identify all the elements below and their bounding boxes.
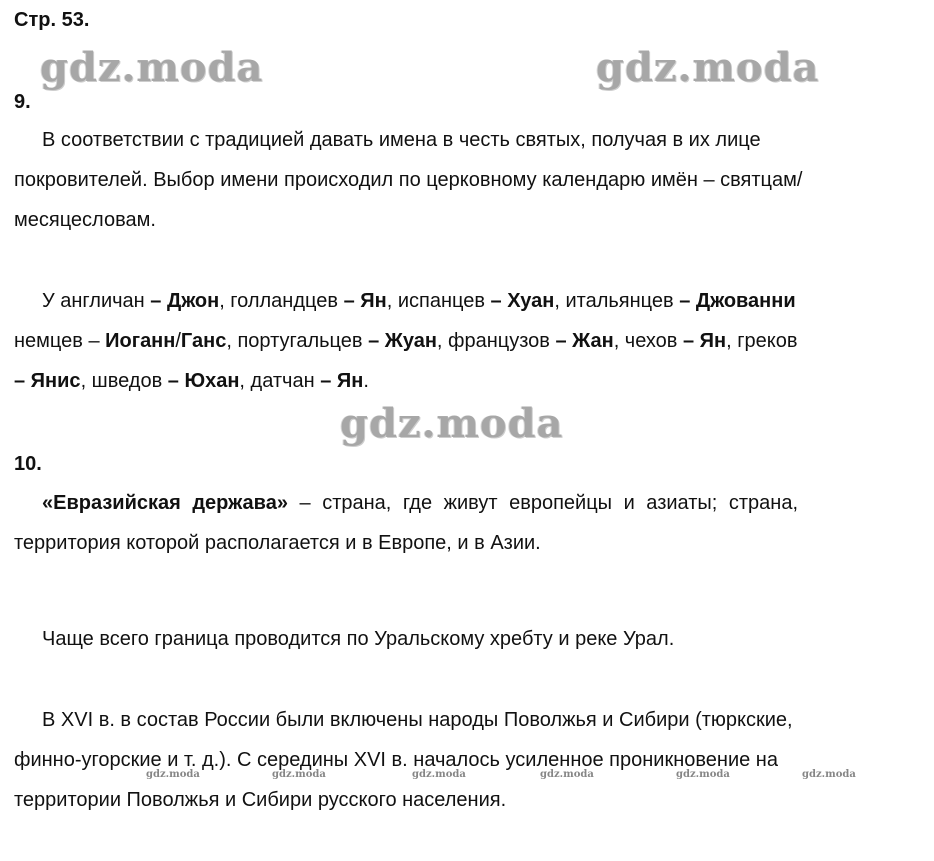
text-line: финно-угорские и т. д.). С середины XVI в. началось усиленное проникновение на <box>14 749 778 771</box>
watermark-small: gdz.moda <box>802 769 856 780</box>
watermark-small: gdz.moda <box>412 769 466 780</box>
watermark-logo: gdz.moda <box>340 400 564 447</box>
task10-paragraph-2: Чаще всего граница проводится по Уральскому хребту и реке Урал. <box>42 628 675 650</box>
text-line: В соответствии с традицией давать имена в честь святых, получая в их лице <box>42 129 761 151</box>
watermark-small: gdz.moda <box>272 769 326 780</box>
text-line: покровителей. Выбор имени происходил по церковному календарю имён – святцам/ <box>14 169 803 191</box>
task-number-10: 10. <box>14 453 42 475</box>
watermark-small: gdz.moda <box>676 769 730 780</box>
page-label: Стр. 53. <box>14 9 90 31</box>
watermark-logo: gdz.moda <box>40 44 264 91</box>
text-line: У англичан – Джон, голландцев – Ян, испанцев – Хуан, итальянцев – Джованни <box>42 290 796 312</box>
text-line: – Янис, шведов – Юхан, датчан – Ян. <box>14 370 369 392</box>
text-line: территория которой располагается и в Европе, и в Азии. <box>14 532 541 554</box>
text-line: месяцесловам. <box>14 209 156 231</box>
task10-paragraph-3 <box>14 700 921 820</box>
task9-paragraph-1 <box>14 120 921 240</box>
text-line: В XVI в. в состав России были включены народы Поволжья и Сибири (тюркские, <box>42 709 793 731</box>
watermark-small: gdz.moda <box>540 769 594 780</box>
watermark-logo: gdz.moda <box>596 44 820 91</box>
task9-paragraph-2 <box>14 281 921 401</box>
text-line: «Евразийская держава» – страна, где живут европейцы и азиаты; страна, <box>42 492 799 514</box>
text-line: территории Поволжья и Сибири русского населения. <box>14 789 507 811</box>
text-line: немцев – Иоганн/Ганс, португальцев – Жуан, французов – Жан, чехов – Ян, греков <box>14 330 798 352</box>
task10-paragraph-1 <box>14 483 921 563</box>
task-number-9: 9. <box>14 91 31 113</box>
watermark-small: gdz.moda <box>146 769 200 780</box>
